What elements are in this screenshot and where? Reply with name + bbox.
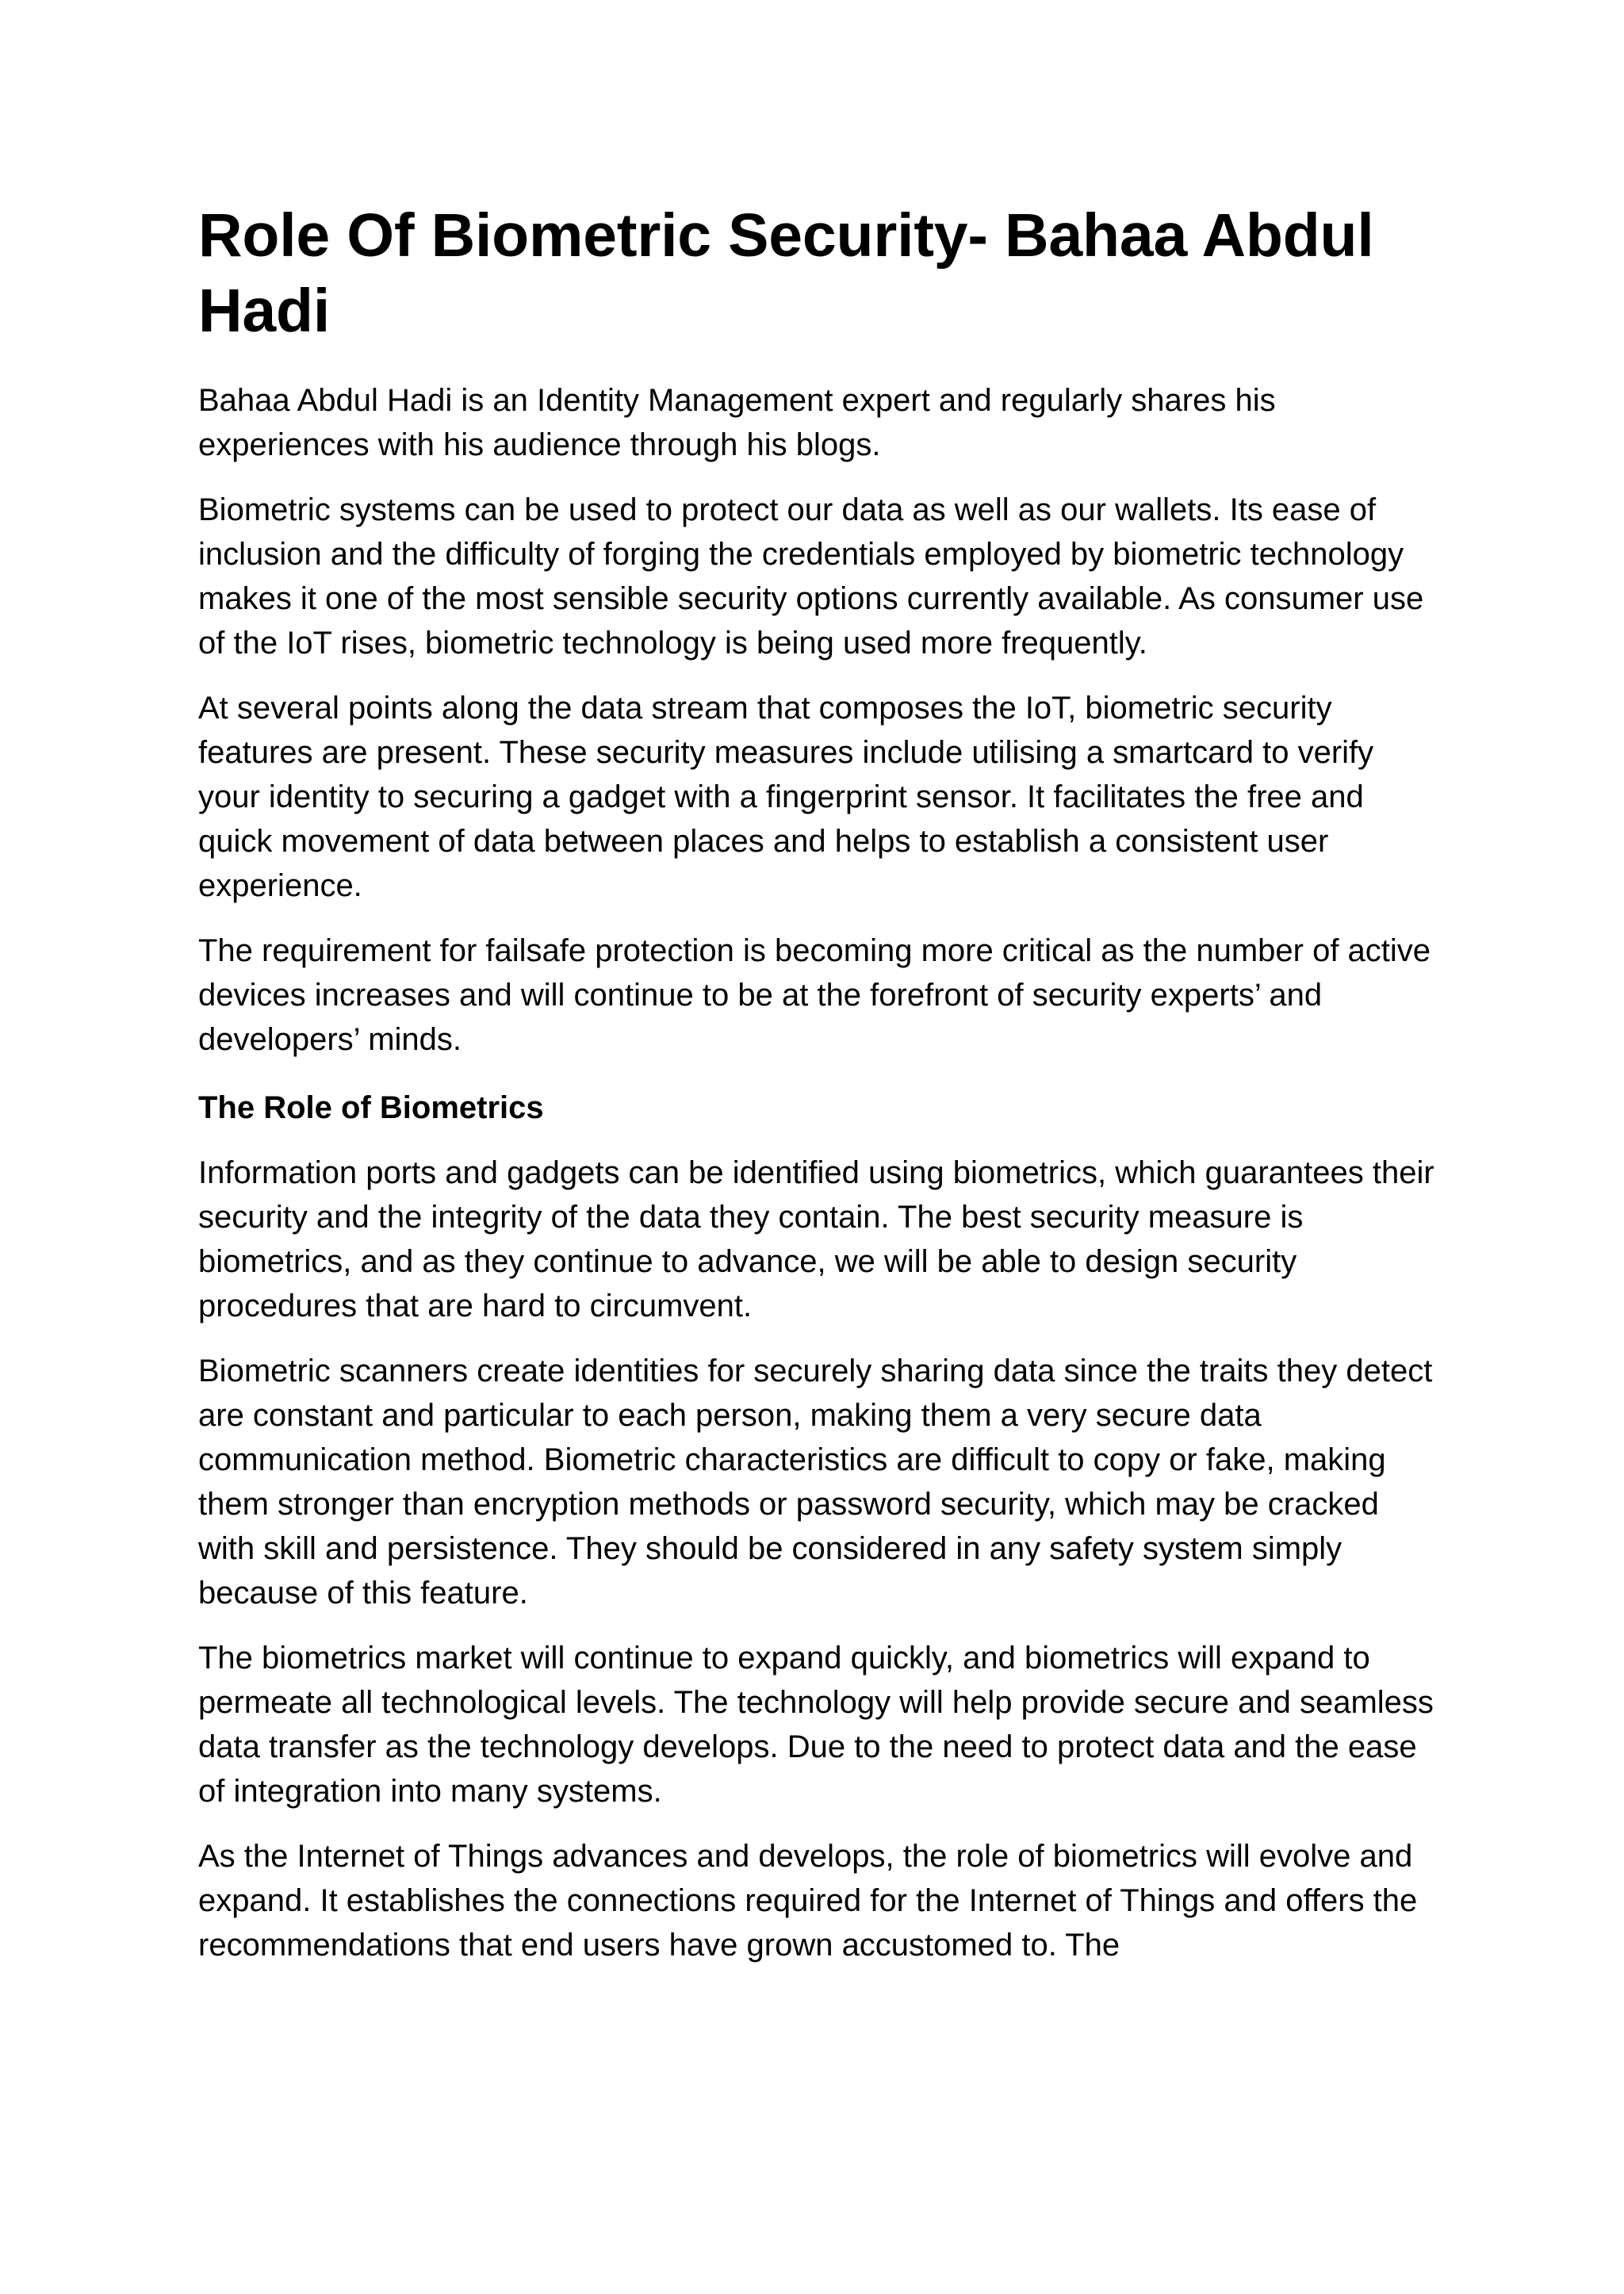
- page-title: Role Of Biometric Security- Bahaa Abdul Hadi: [198, 201, 1374, 345]
- section-heading: The Role of Biometrics: [198, 1090, 544, 1126]
- section-paragraph: Biometric scanners create identities for securely sharing data since the traits they detect are constant and particular to each person, making them a very secure data communication method. Biometric characteristics are difficult to copy or fake, making them stronger than encryption methods or password security, which may be cracked with skill and persistence. They should be considered in any safety system simply because of this feature.: [198, 1354, 1433, 1611]
- body-paragraph: Biometric systems can be used to protect our data as well as our wallets. Its ease of inclusion and the difficulty of forging the credentials employed by biometric technology makes it one of the most sensible security options currently available. As consumer use of the IoT rises, biometric technology is being used more frequently.: [198, 492, 1424, 661]
- intro-paragraph: Bahaa Abdul Hadi is an Identity Management expert and regularly shares his experiences with his audience through his blogs.: [198, 383, 1276, 463]
- section-paragraph: As the Internet of Things advances and develops, the role of biometrics will evolve and expand. It establishes the connections required for the Internet of Things and offers the recommendations that end users have grown accustomed to. The: [198, 1839, 1418, 1963]
- body-paragraph: At several points along the data stream that composes the IoT, biometric security features are present. These security measures include utilising a smartcard to verify your identity to securing a gadget with a fingerprint sensor. It facilitates the free and quick movement of data between places and helps to establish a consistent user experience.: [198, 691, 1374, 904]
- section-paragraph: Information ports and gadgets can be identified using biometrics, which guarantees their security and the integrity of the data they contain. The best security measure is biometrics, and as they continue to advance, we will be able to design security procedures that are hard to circumvent.: [198, 1155, 1434, 1324]
- document-page: [198, 198, 1435, 1967]
- section-paragraph: The biometrics market will continue to expand quickly, and biometrics will expand to permeate all technological levels. The technology will help provide secure and seamless data transfer as the technology develops. Due to the need to protect data and the ease of integration into many systems.: [198, 1641, 1434, 1810]
- body-paragraph: The requirement for failsafe protection is becoming more critical as the number of active devices increases and will continue to be at the forefront of security experts’ and developers’ minds.: [198, 933, 1431, 1058]
